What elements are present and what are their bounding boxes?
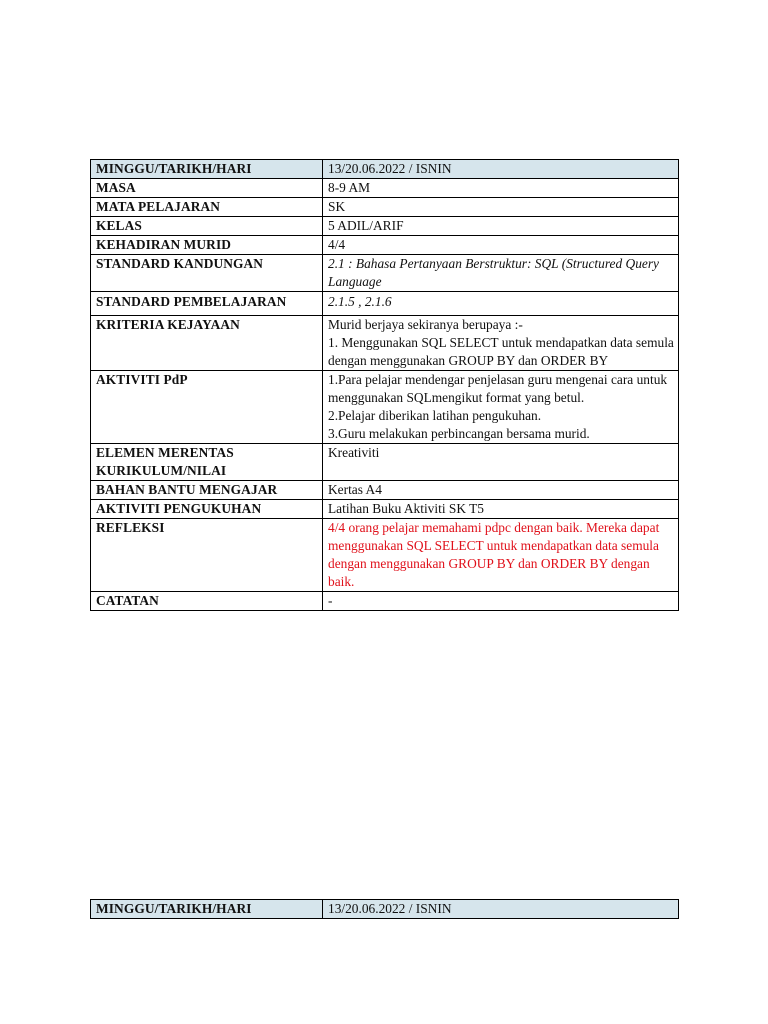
table-row-aktiviti-pengukuhan (91, 500, 679, 519)
row-label: MINGGU/TARIKH/HARI (91, 900, 323, 919)
table-row-kriteria-kejayaan (91, 316, 679, 371)
row-label: BAHAN BANTU MENGAJAR (91, 481, 323, 500)
row-value (323, 316, 679, 371)
activity-line: 3.Guru melakukan perbincangan bersama murid. (328, 426, 590, 441)
row-value: 13/20.06.2022 / ISNIN (323, 900, 679, 919)
table-row-bahan-bantu (91, 481, 679, 500)
table-row-refleksi (91, 519, 679, 592)
criteria-line: Murid berjaya sekiranya berupaya :- (328, 317, 523, 332)
row-label: CATATAN (91, 592, 323, 611)
table-row-elemen-merentas (91, 444, 679, 481)
table-row-mata-pelajaran (91, 198, 679, 217)
row-value (323, 371, 679, 444)
row-value: 5 ADIL/ARIF (323, 217, 679, 236)
activity-line: 2.Pelajar diberikan latihan pengukuhan. (328, 408, 542, 423)
row-value: Kreativiti (323, 444, 679, 481)
row-value: 8-9 AM (323, 179, 679, 198)
row-label: STANDARD PEMBELAJARAN (91, 292, 323, 316)
lesson-plan-table-next (90, 899, 679, 919)
row-value: 13/20.06.2022 / ISNIN (323, 160, 679, 179)
row-value: SK (323, 198, 679, 217)
lesson-plan-table (90, 159, 679, 611)
row-value: 2.1 : Bahasa Pertanyaan Berstruktur: SQL (Structured Query Language (323, 255, 679, 292)
row-label: MINGGU/TARIKH/HARI (91, 160, 323, 179)
table-row-kehadiran (91, 236, 679, 255)
table-row-standard-kandungan (91, 255, 679, 292)
row-label: AKTIVITI PENGUKUHAN (91, 500, 323, 519)
table-row-catatan (91, 592, 679, 611)
row-label: STANDARD KANDUNGAN (91, 255, 323, 292)
row-label: KEHADIRAN MURID (91, 236, 323, 255)
row-value: Kertas A4 (323, 481, 679, 500)
row-label: KELAS (91, 217, 323, 236)
row-label: MASA (91, 179, 323, 198)
row-value: 4/4 (323, 236, 679, 255)
row-label: AKTIVITI PdP (91, 371, 323, 444)
row-value: - (323, 592, 679, 611)
table-row-minggu (91, 160, 679, 179)
activity-line: 1.Para pelajar mendengar penjelasan guru mengenai cara untuk menggunakan SQLmengikut format yang betul. (328, 372, 668, 405)
table-row-masa (91, 179, 679, 198)
row-label: KRITERIA KEJAYAAN (91, 316, 323, 371)
row-label: ELEMEN MERENTAS KURIKULUM/NILAI (91, 444, 323, 481)
table-row-kelas (91, 217, 679, 236)
table-row-aktiviti-pdp (91, 371, 679, 444)
table-row-minggu (91, 900, 679, 919)
criteria-line: 1. Menggunakan SQL SELECT untuk mendapatkan data semula dengan menggunakan GROUP BY dan ORDER BY (328, 335, 674, 368)
row-label: REFLEKSI (91, 519, 323, 592)
row-label: MATA PELAJARAN (91, 198, 323, 217)
row-value: 2.1.5 , 2.1.6 (323, 292, 679, 316)
table-row-standard-pembelajaran (91, 292, 679, 316)
row-value: 4/4 orang pelajar memahami pdpc dengan baik. Mereka dapat menggunakan SQL SELECT untuk mendapatkan data semula dengan menggunakan GROUP BY dan ORDER BY dengan baik. (323, 519, 679, 592)
row-value: Latihan Buku Aktiviti SK T5 (323, 500, 679, 519)
